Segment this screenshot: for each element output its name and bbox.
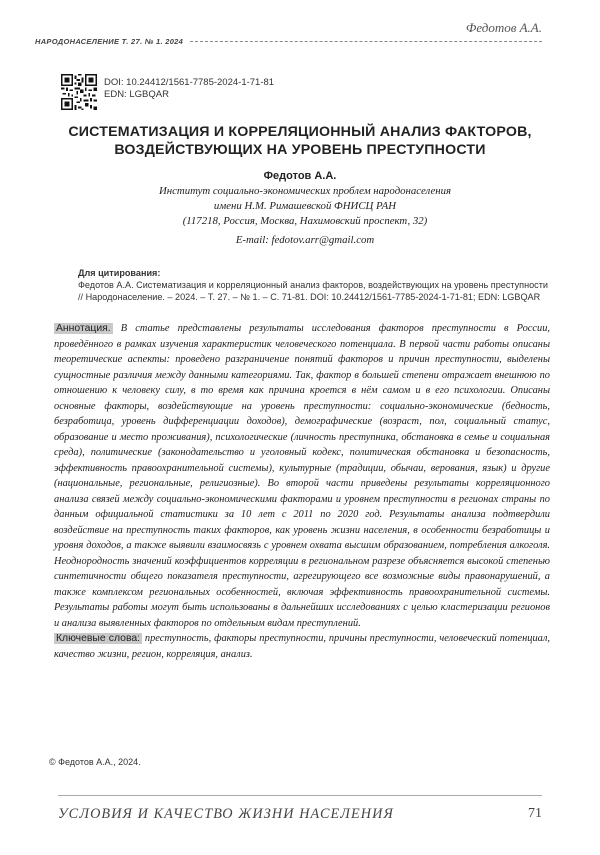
author-name: Федотов А.А.	[0, 170, 600, 182]
footer-divider	[58, 795, 542, 796]
affiliation	[60, 184, 550, 229]
affiliation-line-2: имени Н.М. Римашевской ФНИСЦ РАН	[60, 199, 550, 214]
title-line-2: ВОЗДЕЙСТВУЮЩИХ НА УРОВЕНЬ ПРЕСТУПНОСТИ	[40, 141, 560, 159]
running-journal: НАРОДОНАСЕЛЕНИЕ Т. 27. № 1. 2024	[35, 37, 183, 46]
doi[interactable]: DOI: 10.24412/1561-7785-2024-1-71-81	[104, 77, 274, 89]
abstract-text: В статье представлены результаты исследования факторов преступности в России, проведённого в рамках изучения характеристик человеческого потенциала. В первой части работы описаны теоретические аспекты: проведено разграничение понятий факторов и причин преступности, выделены сущностные различия между данными категориями. Так, фактор в большей степени отражает внешнюю по отношению к человеку силу, в то время как причина кроется в нём самом и в его психологии. Описаны основные факторы, воздействующие на уровень преступности: социально-экономические (бедность, безработица, уровень дифференциации доходов), демографические (возраст, пол, социальный статус, образование и место проживания), психологические (личность преступника, обстановка в семье и социальная среда), политические (законодательство и уголовный кодекс, политическая обстановка и безопасность, эффективность правоохранительной системы), культурные (традиции, обычаи, верования, язык) и другие (национальные, региональные, религиозные). Во второй части приведены результаты корреляционного анализа связей между социально-экономическими факторами и уровнем преступности в регионах страны по данным официальной статистики за 10 лет с 2011 по 2020 год. Результаты анализа подтвердили воздействие на преступность таких факторов, как уровень жизни населения, в особенности безработицы и уровня доходов, а также выявили взаимосвязь с уровнем охвата высшим образованием, потребления алкоголя. Неоднородность значений коэффициентов корреляции в региональном разрезе объясняется высокой степенью синтетичности общего показателя преступности, агрегирующего все возможные виды правонарушений, а также комплексом региональных особенностей, включая эффективность правоохранительной системы. Результаты работы могут быть использованы в дальнейших исследованиях с целью кластеризации регионов и анализа выявленных факторов по отдельным видам преступлений.	[54, 323, 550, 629]
edn: EDN: LGBQAR	[104, 89, 274, 101]
abstract-label: Аннотация.	[54, 323, 113, 334]
identifiers	[104, 77, 274, 101]
affiliation-line-1: Институт социально-экономических проблем народонаселения	[60, 184, 550, 199]
qr-code	[61, 74, 97, 110]
keywords-text: преступность, факторы преступности, причины преступности, человеческий потенциал, качество жизни, регион, корреляция, анализ.	[54, 633, 550, 660]
header-divider	[190, 41, 542, 42]
citation-block	[78, 267, 548, 303]
keywords-paragraph	[54, 631, 550, 662]
copyright: © Федотов А.А., 2024.	[49, 757, 141, 767]
citation-text: Федотов А.А. Систематизация и корреляционный анализ факторов, воздействующих на уровень преступности // Народонаселение. – 2024. – Т. 27. – № 1. – С. 71-81. DOI: 10.24412/1561-7785-2024-1-71-81; EDN: LGBQAR	[78, 279, 548, 303]
author-email[interactable]: E-mail: fedotov.arr@gmail.com	[60, 234, 550, 246]
title-line-1: СИСТЕМАТИЗАЦИЯ И КОРРЕЛЯЦИОННЫЙ АНАЛИЗ ФАКТОРОВ,	[40, 123, 560, 141]
abstract-paragraph	[54, 321, 550, 631]
article-title	[40, 123, 560, 159]
running-author: Федотов А.А.	[466, 20, 542, 36]
footer-journal-title: УСЛОВИЯ И КАЧЕСТВО ЖИЗНИ НАСЕЛЕНИЯ	[58, 806, 394, 823]
page-number: 71	[528, 806, 542, 822]
citation-heading: Для цитирования:	[78, 267, 548, 279]
abstract-block	[54, 321, 550, 662]
affiliation-line-3: (117218, Россия, Москва, Нахимовский проспект, 32)	[60, 214, 550, 229]
keywords-label: Ключевые слова:	[54, 633, 142, 644]
